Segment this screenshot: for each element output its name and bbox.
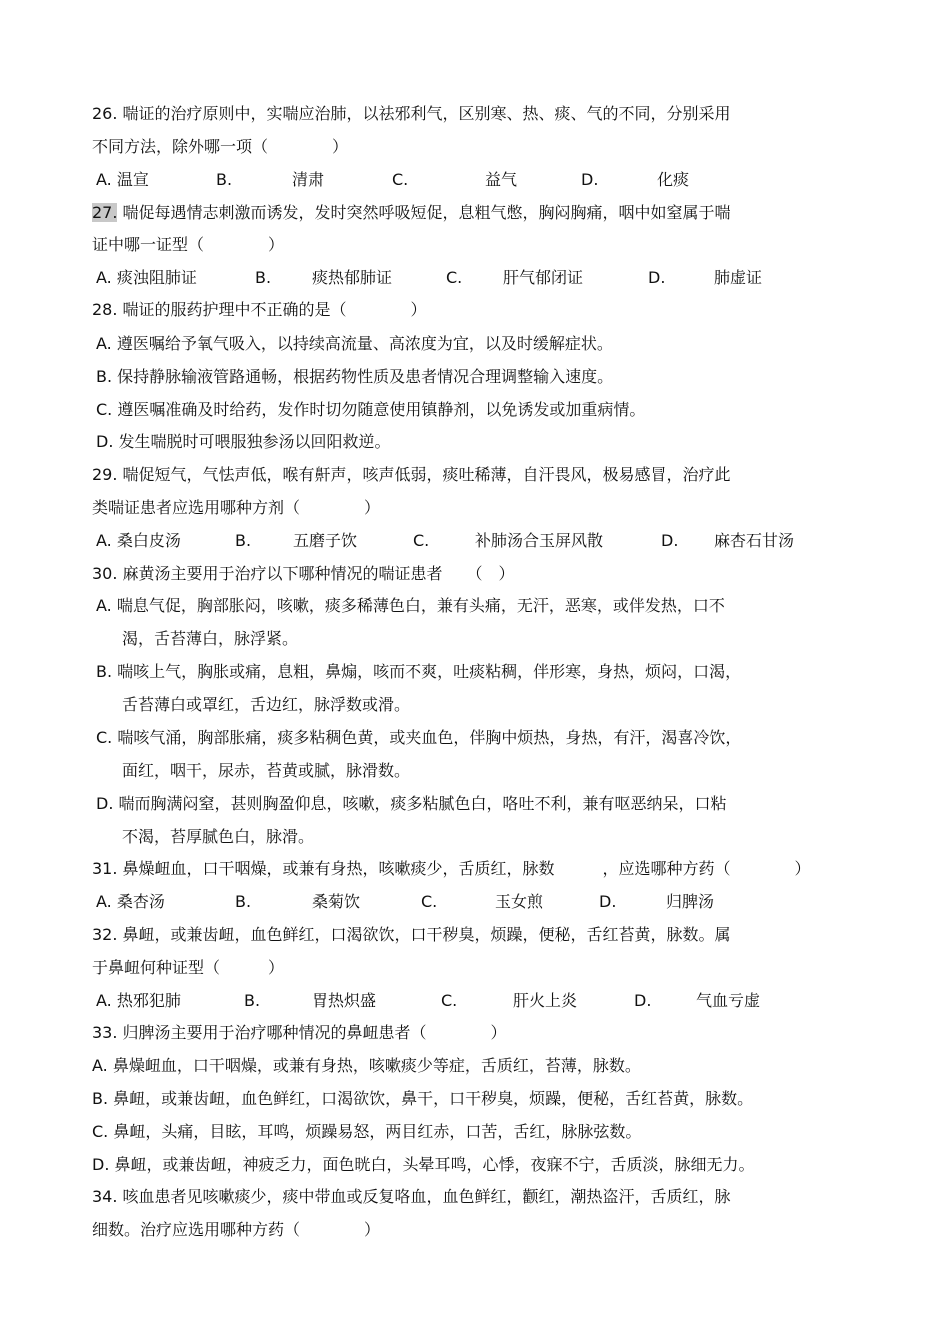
option-d-letter: D. [648,268,666,287]
question-32-stem-line-1: 32. 鼻衄，或兼齿衄，血色鲜红，口渴欲饮，口干秽臭，烦躁，便秘，舌红苔黄，脉数。属 [92,925,731,944]
question-26-stem-line-2: 不同方法，除外哪一项（ ） [92,137,349,156]
option-a-line-2: 渴，舌苔薄白，脉浮紧。 [122,629,299,648]
option-a: A. 桑杏汤 [96,892,165,911]
question-29-stem-line-1: 29. 喘促短气，气怯声低，喉有鼾声，咳声低弱，痰吐稀薄，自汗畏风，极易感冒，治疗此 [92,465,731,484]
option-b: B. 保持静脉输液管路通畅，根据药物性质及患者情况合理调整输入速度。 [96,367,614,386]
option-c-letter: C. [392,170,409,189]
option-b-text: 胃热炽盛 [312,991,377,1010]
question-number: 30. [92,564,118,583]
option-d-text: 肺虚证 [714,268,763,287]
option-b-letter: B. [235,892,252,911]
option-b-text: 五磨子饮 [293,531,358,550]
question-number: 31. [92,859,118,878]
option-c: C. 鼻衄，头痛，目眩，耳鸣，烦躁易怒，两目红赤，口苦，舌红，脉脉弦数。 [92,1122,642,1141]
option-b-letter: B. [235,531,252,550]
option-a-line-1: A. 喘息气促，胸部胀闷，咳嗽，痰多稀薄色白，兼有头痛，无汗，恶寒，或伴发热，口不 [96,596,725,615]
question-27-stem-line-1: 27. 喘促每遇情志刺激而诱发，发时突然呼吸短促，息粗气憋，胸闷胸痛，咽中如窒属于喘 [92,203,731,222]
option-d-letter: D. [661,531,679,550]
option-b: B. 鼻衄，或兼齿衄，血色鲜红，口渴欲饮，鼻干，口干秽臭，烦躁，便秘，舌红苔黄，脉数。 [92,1089,754,1108]
question-number: 29. [92,465,118,484]
option-d-text: 化痰 [657,170,690,189]
option-a: A. 热邪犯肺 [96,991,181,1010]
question-29-stem-line-2: 类喘证患者应选用哪种方剂（ ） [92,498,381,517]
question-number: 28. [92,300,118,319]
option-d-letter: D. [599,892,617,911]
option-c-letter: C. [441,991,458,1010]
option-c-text: 肝气郁闭证 [503,268,584,287]
option-b-text: 痰热郁肺证 [312,268,393,287]
option-c-letter: C. [421,892,438,911]
option-a: A. 桑白皮汤 [96,531,181,550]
question-27-stem-line-2: 证中哪一证型（ ） [92,235,285,254]
question-number: 27. [92,203,118,222]
option-d: D. 发生喘脱时可喂服独参汤以回阳救逆。 [96,432,391,451]
option-d-text: 归脾汤 [666,892,715,911]
option-d-text: 麻杏石甘汤 [714,531,795,550]
option-c-letter: C. [446,268,463,287]
option-d-line-2: 不渴，苔厚腻色白，脉滑。 [122,827,315,846]
question-31-stem-line-1: 31. 鼻燥衄血，口干咽燥，或兼有身热，咳嗽痰少，舌质红，脉数 ，应选哪种方药（ ） [92,859,811,878]
option-c-text: 补肺汤合玉屏风散 [475,531,604,550]
question-34-stem-line-1: 34. 咳血患者见咳嗽痰少，痰中带血或反复咯血，血色鲜红，颧红，潮热盗汗，舌质红，脉 [92,1187,731,1206]
question-34-stem-line-2: 细数。治疗应选用哪种方药（ ） [92,1220,381,1239]
option-b-letter: B. [244,991,261,1010]
question-number: 34. [92,1187,118,1206]
option-b-text: 桑菊饮 [312,892,361,911]
option-a: A. 鼻燥衄血，口干咽燥，或兼有身热，咳嗽痰少等症，舌质红，苔薄，脉数。 [92,1056,641,1075]
question-33-stem-line-1: 33. 归脾汤主要用于治疗哪种情况的鼻衄患者（ ） [92,1023,507,1042]
option-c-text: 玉女煎 [495,892,544,911]
option-d-letter: D. [581,170,599,189]
option-c-line-2: 面红，咽干，尿赤，苔黄或腻，脉滑数。 [122,761,411,780]
option-b-text: 清肃 [292,170,325,189]
option-a: A. 遵医嘱给予氧气吸入，以持续高流量、高浓度为宜，以及时缓解症状。 [96,334,613,353]
option-c-text: 益气 [485,170,518,189]
option-a: A. 痰浊阻肺证 [96,268,197,287]
option-a: A. 温宣 [96,170,149,189]
option-c-letter: C. [413,531,430,550]
option-d-line-1: D. 喘而胸满闷窒，甚则胸盈仰息，咳嗽，痰多粘腻色白，咯吐不利，兼有呕恶纳呆，口粘 [96,794,727,813]
option-b-line-1: B. 喘咳上气，胸胀或痛，息粗，鼻煽，咳而不爽，吐痰粘稠，伴形寒，身热，烦闷，口渴， [96,662,742,681]
question-number: 32. [92,925,118,944]
option-d: D. 鼻衄，或兼齿衄，神疲乏力，面色晄白，头晕耳鸣，心悸，夜寐不宁，舌质淡，脉细无力。 [92,1155,755,1174]
question-number: 26. [92,104,118,123]
option-b-letter: B. [255,268,272,287]
question-26-stem-line-1: 26. 喘证的治疗原则中，实喘应治肺，以祛邪利气，区别寒、热、痰、气的不同，分别采用 [92,104,731,123]
question-32-stem-line-2: 于鼻衄何种证型（ ） [92,958,285,977]
question-28-stem-line-1: 28. 喘证的服药护理中不正确的是（ ） [92,300,427,319]
option-c: C. 遵医嘱准确及时给药，发作时切勿随意使用镇静剂，以免诱发或加重病情。 [96,400,646,419]
option-c-text: 肝火上炎 [513,991,578,1010]
option-b-line-2: 舌苔薄白或罩红，舌边红，脉浮数或滑。 [122,695,411,714]
question-30-stem-line-1: 30. 麻黄汤主要用于治疗以下哪种情况的喘证患者 （ ） [92,564,515,583]
option-c-line-1: C. 喘咳气涌，胸部胀痛，痰多粘稠色黄，或夹血色，伴胸中烦热，身热，有汗，渴喜冷饮， [96,728,742,747]
question-number: 33. [92,1023,118,1042]
option-d-letter: D. [634,991,652,1010]
option-b-letter: B. [216,170,233,189]
option-d-text: 气血亏虚 [696,991,761,1010]
